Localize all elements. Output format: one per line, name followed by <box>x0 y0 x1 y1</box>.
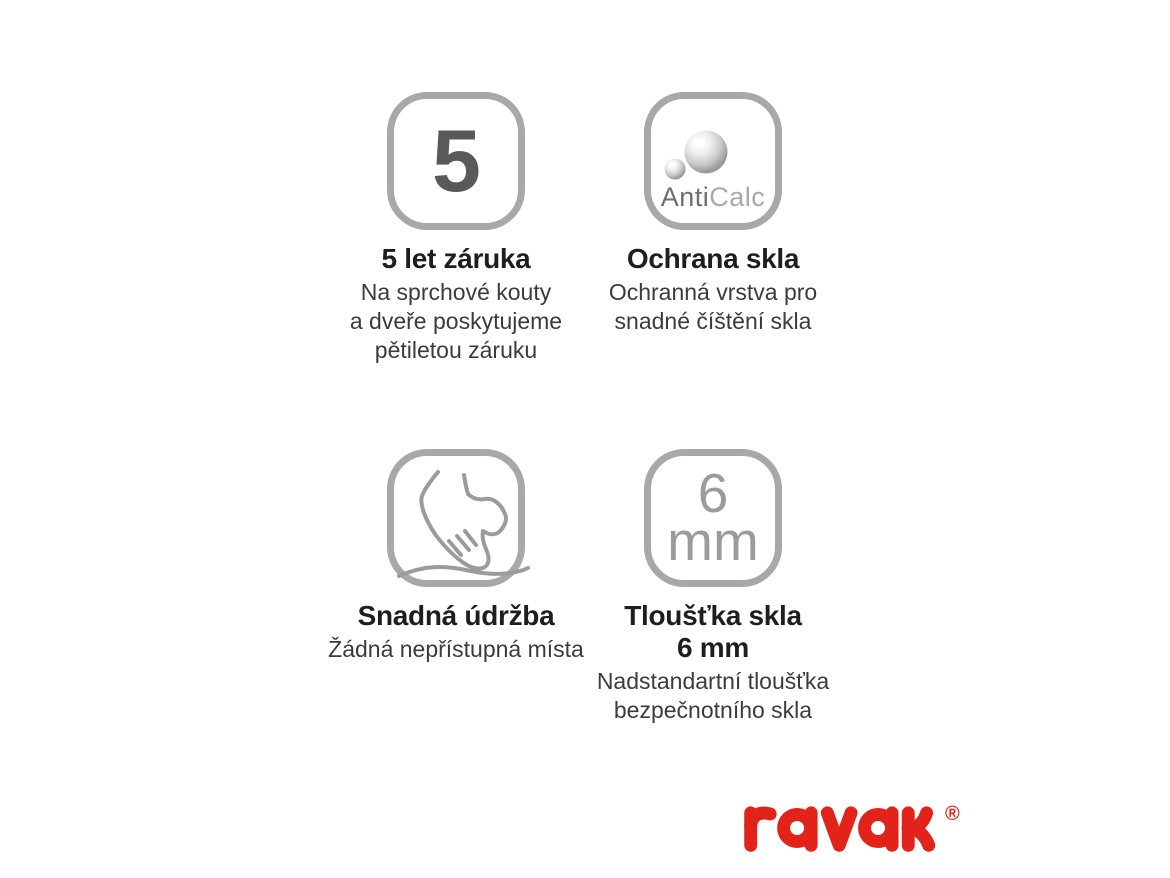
ravak-wordmark-graphic <box>741 803 946 853</box>
feature-card-glass-thickness <box>558 449 868 725</box>
subtitle-line: pětiletou záruku <box>374 337 538 363</box>
hand-wipe-icon <box>387 449 525 587</box>
badge-5-icon <box>387 92 525 230</box>
thickness-6mm-glyph <box>667 462 759 572</box>
thickness-unit: mm <box>667 510 759 572</box>
ravak-logo <box>741 803 973 863</box>
hand-wipe-graphic <box>394 456 532 594</box>
feature-title: Snadná údržba <box>357 600 555 631</box>
feature-title: Ochrana skla <box>626 243 800 274</box>
water-drop-bubbles-graphic <box>651 99 789 237</box>
subtitle-line: Nadstandartní tloušťka <box>596 668 830 694</box>
subtitle-line: Žádná nepřístupná místa <box>328 636 584 662</box>
subtitle-line: bezpečnotního skla <box>613 697 813 723</box>
anticalc-word-anti: Anti <box>660 182 710 212</box>
thickness-value: 6 <box>697 462 729 524</box>
thickness-6mm-icon <box>644 449 782 587</box>
title-line: Tloušťka skla <box>624 600 802 631</box>
title-line: 6 mm <box>677 632 749 663</box>
feature-title <box>558 600 868 664</box>
anticalc-bubbles-icon <box>644 92 782 230</box>
subtitle-line: Ochranná vrstva pro <box>608 279 818 305</box>
subtitle-line: snadné číštění skla <box>614 308 812 334</box>
feature-card-glass-protection <box>558 92 868 336</box>
feature-title: 5 let záruka <box>381 243 531 274</box>
feature-subtitle <box>558 278 868 336</box>
subtitle-line: a dveře poskytujeme <box>349 308 563 334</box>
feature-subtitle <box>558 667 868 725</box>
anticalc-wordmark <box>651 184 775 211</box>
anticalc-word-calc: Calc <box>709 182 766 212</box>
subtitle-line: Na sprchové kouty <box>360 279 552 305</box>
registered-trademark-symbol: ® <box>945 803 960 825</box>
badge-5-digit: 5 <box>432 111 480 210</box>
